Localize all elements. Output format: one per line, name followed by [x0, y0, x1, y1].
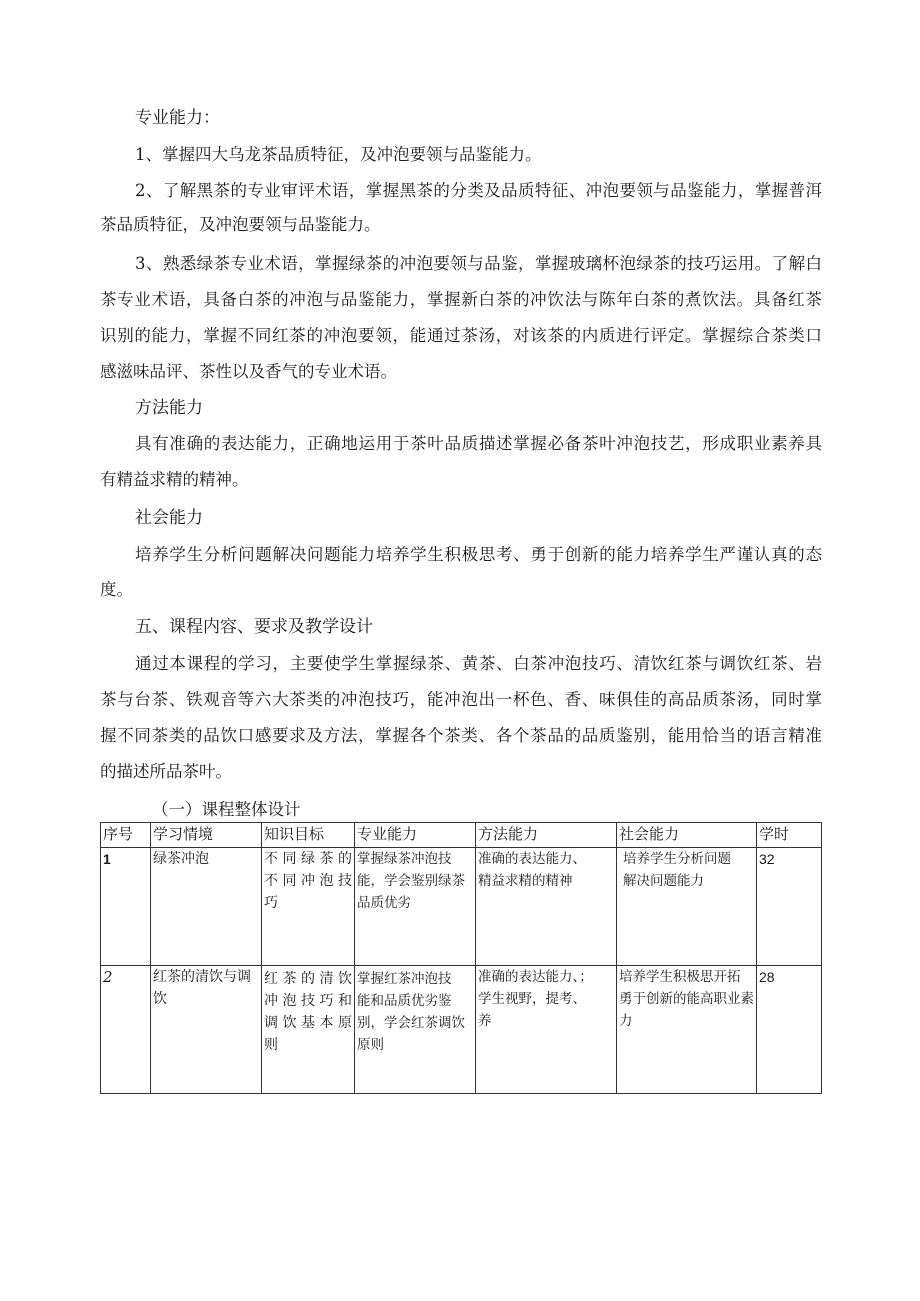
hours-value: 28 [759, 969, 775, 985]
social-line: 力 [619, 1013, 633, 1029]
header-cell: 序号 [101, 823, 151, 848]
header-cell: 社会能力 [617, 823, 757, 848]
professional-item-2-line-1: 2、了解黑茶的专业审评术语，掌握黑茶的分类及品质特征、冲泡要领与品鉴能力，掌握普洱 [135, 181, 822, 200]
professional-line: 掌握绿茶冲泡技 [357, 851, 452, 867]
professional-item-3-line-1: 3、熟悉绿茶专业术语，掌握绿茶的冲泡要领与品鉴，掌握玻璃杯泡绿茶的技巧运用。了解白 [135, 254, 822, 273]
five-line-3: 握不同茶类的品饮口感要求及方法，掌握各个茶类、各个茶品的品质鉴别，能用恰当的语言精准 [100, 726, 822, 745]
professional-item-2-line-2: 茶品质特征，及冲泡要领与品鉴能力。 [100, 215, 381, 234]
section-title-professional: 专业能力： [135, 108, 220, 128]
scenario-line: 红茶的清饮与调 [153, 969, 251, 985]
method-cell [476, 966, 617, 1094]
professional-item-3-line-3: 识别的能力，掌握不同红茶的冲泡要领，能通过茶汤，对该茶的内质进行评定。掌握综合茶类口 [100, 326, 822, 345]
knowledge-line: 冲泡技巧和 [264, 993, 352, 1009]
professional-line: 品质优劣 [357, 895, 411, 911]
professional-line: 能，学会鉴别绿茶 [357, 873, 465, 889]
header-cell: 方法能力 [476, 823, 617, 848]
course-design-table [100, 822, 822, 1094]
professional-cell [355, 966, 476, 1094]
header-cell: 知识目标 [262, 823, 355, 848]
header-cell: 学习情境 [151, 823, 262, 848]
social-line: 培养学生积极思开拓 [619, 969, 741, 985]
hours-value: 32 [759, 851, 775, 867]
professional-item-3-line-2: 茶专业术语，具备白茶的冲泡与品鉴能力，掌握新白茶的冲饮法与陈年白茶的煮饮法。具备红茶 [100, 290, 822, 309]
method-line: 准确的表达能力、； [478, 969, 593, 985]
knowledge-cell [262, 966, 355, 1094]
table-header-row [101, 823, 822, 848]
method-cell [476, 848, 617, 966]
professional-line: 别，学会红茶调饮 [357, 1015, 465, 1031]
scenario-line: 饮 [153, 991, 167, 1007]
header-cell: 专业能力 [355, 823, 476, 848]
five-line-2: 茶与台茶、铁观音等六大茶类的冲泡技巧，能冲泡出一杯色、香、味俱佳的高品质茶汤，同时掌 [100, 690, 822, 709]
scenario-cell [151, 966, 262, 1094]
row-number: 2 [103, 968, 113, 986]
table-row [101, 966, 822, 1094]
knowledge-cell [262, 848, 355, 966]
professional-item-1: 1、掌握四大乌龙茶品质特征，及冲泡要领与品鉴能力。 [135, 145, 542, 164]
method-line: 学生视野，提考、 [478, 991, 586, 1007]
social-line: 培养学生分析问题 [623, 851, 731, 867]
professional-line: 能和品质优劣鉴 [357, 993, 452, 1009]
method-line: 精益求精的精神 [478, 873, 573, 889]
social-line: 解决问题能力 [623, 873, 704, 889]
knowledge-line: 则 [264, 1037, 278, 1053]
method-line: 准确的表达能力、 [478, 851, 586, 867]
social-cell [617, 848, 757, 966]
knowledge-line: 红茶的清饮 [264, 971, 352, 987]
professional-cell [355, 848, 476, 966]
header-cell: 学时 [757, 823, 822, 848]
social-line-2: 度。 [100, 580, 133, 599]
hours-cell [757, 966, 822, 1094]
knowledge-line: 不同冲泡技 [264, 873, 352, 889]
method-line: 养 [478, 1013, 492, 1029]
row-number: 1 [103, 851, 111, 867]
knowledge-line: 巧 [264, 895, 278, 911]
section-title-social: 社会能力 [135, 508, 203, 528]
professional-line: 原则 [357, 1037, 384, 1053]
method-line-2: 有精益求精的精神。 [100, 470, 249, 489]
social-line: 勇于创新的能高职业素 [619, 991, 754, 1007]
social-cell [617, 966, 757, 1094]
row-number-cell [101, 848, 151, 966]
knowledge-line: 不同绿茶的 [264, 851, 352, 867]
method-line-1: 具有准确的表达能力，正确地运用于茶叶品质描述掌握必备茶叶冲泡技艺，形成职业素养具 [135, 434, 822, 453]
table-caption: （一）课程整体设计 [152, 800, 301, 819]
five-line-1: 通过本课程的学习，主要使学生掌握绿茶、黄茶、白茶冲泡技巧、清饮红茶与调饮红茶、岩 [135, 654, 822, 673]
knowledge-line: 调饮基本原 [264, 1015, 352, 1031]
professional-item-3-line-4: 感滋味品评、茶性以及香气的专业术语。 [100, 362, 397, 381]
hours-cell [757, 848, 822, 966]
scenario-cell [151, 848, 262, 966]
scenario-text: 绿茶冲泡 [153, 851, 209, 867]
row-number-cell [101, 966, 151, 1094]
social-line-1: 培养学生分析问题解决问题能力培养学生积极思考、勇于创新的能力培养学生严谨认真的态 [135, 545, 822, 564]
five-line-4: 的描述所品茶叶。 [100, 762, 232, 781]
section-title-method: 方法能力 [135, 398, 203, 418]
professional-line: 掌握红茶冲泡技 [357, 971, 452, 987]
section-title-five: 五、课程内容、要求及教学设计 [135, 617, 373, 637]
table-row [101, 848, 822, 966]
